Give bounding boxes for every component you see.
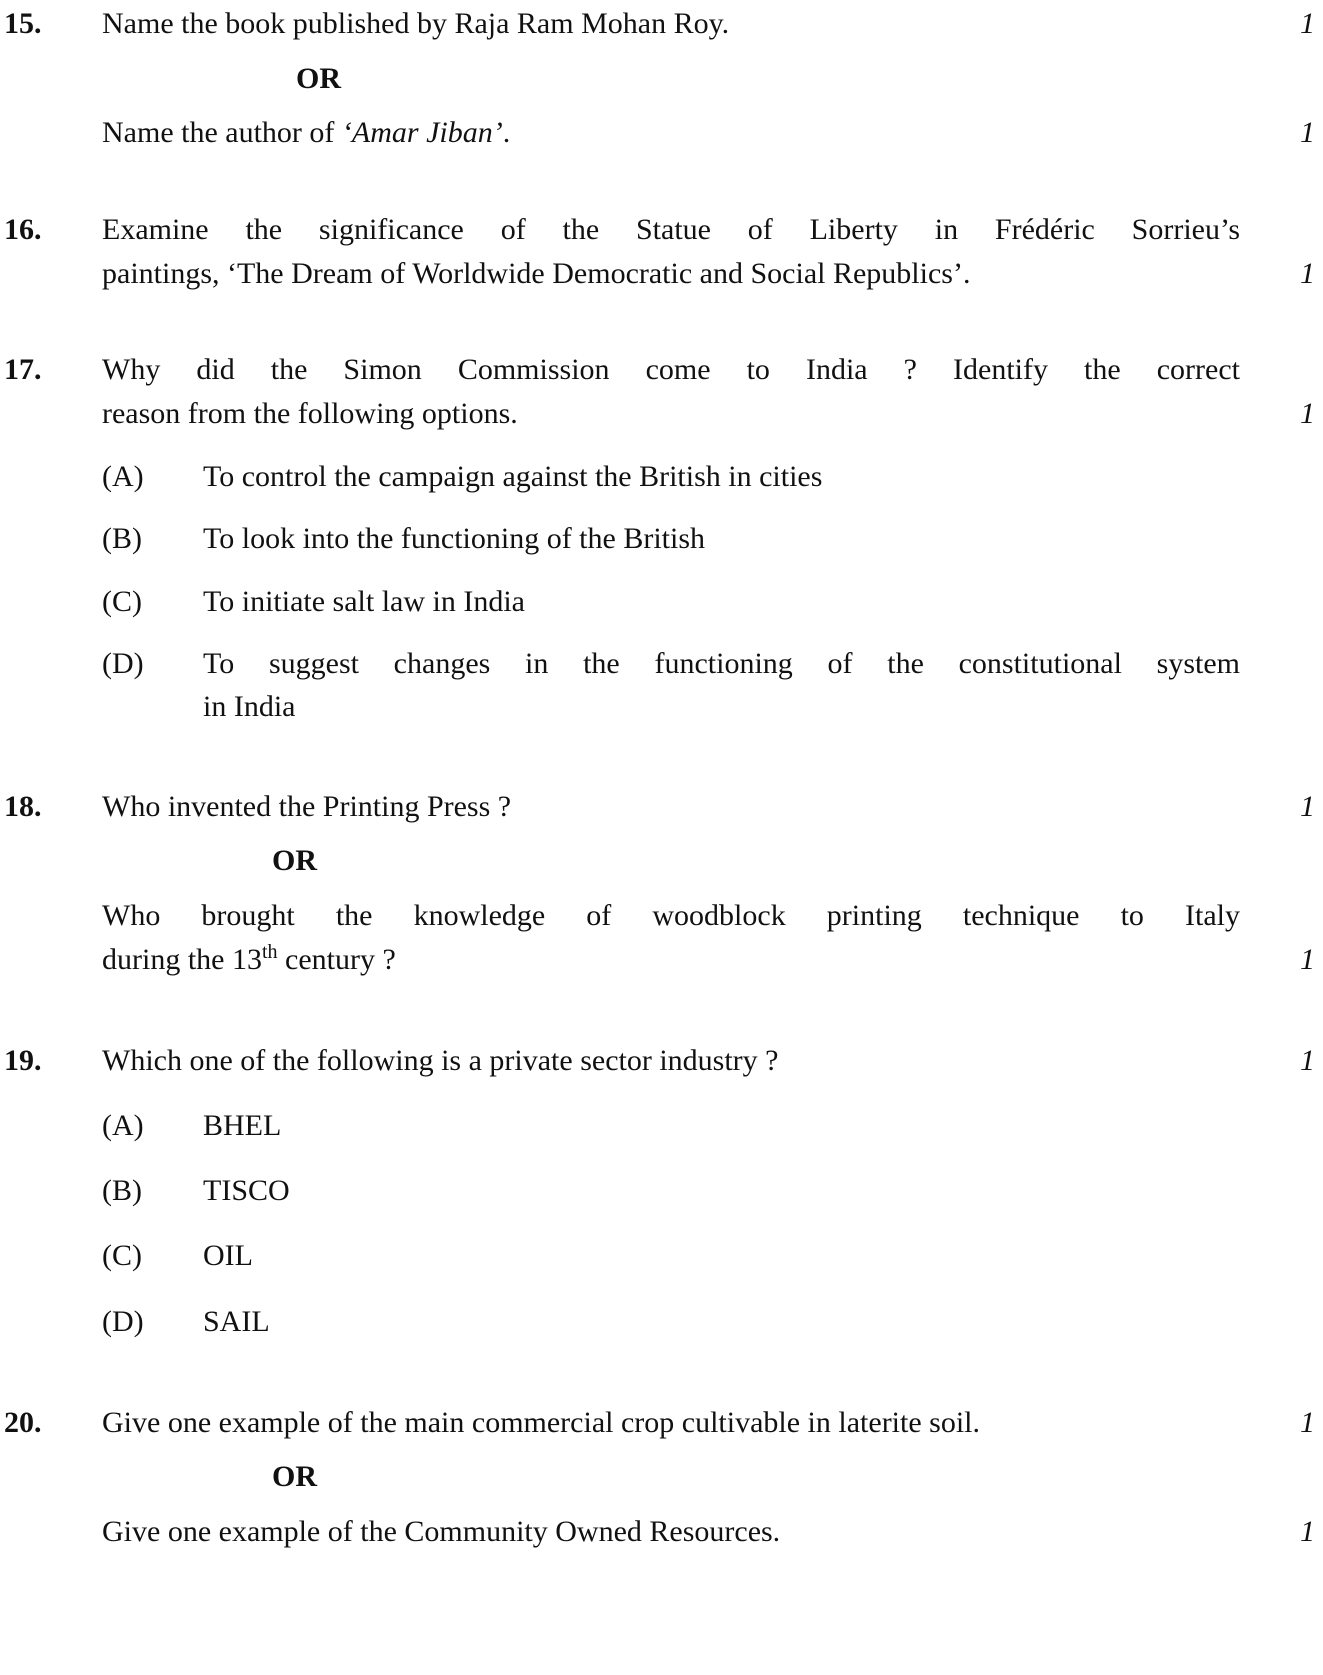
alternative-question-text: Give one example of the Community Owned Resources. [102,1515,781,1548]
alternative-marks: 1 [1300,116,1315,149]
option-text: BHEL [203,1109,282,1142]
alternative-marks: 1 [1300,1515,1315,1548]
option-text: OIL [203,1239,253,1272]
option-text: To control the campaign against the British in cities [203,460,823,493]
marks: 1 [1300,7,1315,40]
question-text-line-1: Why did the Simon Commission come to India ? Identify the correct [102,353,1240,386]
question-number: 19. [4,1044,42,1077]
question-number: 20. [4,1406,42,1439]
marks: 1 [1300,257,1315,290]
option-text-continued: in India [203,690,296,723]
question-text: Which one of the following is a private sector industry ? [102,1044,779,1077]
alternative-question-line-1: Who brought the knowledge of woodblock printing technique to Italy [102,899,1240,932]
marks: 1 [1300,397,1315,430]
question-text-line-2: paintings, ‘The Dream of Worldwide Democratic and Social Republics’. [102,257,971,290]
option-text: TISCO [203,1174,290,1207]
option-text: To initiate salt law in India [203,585,525,618]
question-number: 15. [4,7,42,40]
question-number: 16. [4,213,42,246]
option-text: To look into the functioning of the British [203,522,706,555]
alternative-question-text: Name the author of ‘Amar Jiban’. [102,116,511,149]
option-label: (C) [102,1239,142,1272]
option-label: (A) [102,460,144,493]
option-label: (D) [102,1305,144,1338]
option-text: To suggest changes in the functioning of the constitutional system [203,647,1240,680]
option-label: (B) [102,1174,142,1207]
alternative-question-line-2: during the 13th century ? [102,941,396,976]
option-text: SAIL [203,1305,270,1338]
or-separator: OR [296,62,341,95]
question-text: Who invented the Printing Press ? [102,790,512,823]
book-title: ‘Amar Jiban’ [341,116,503,149]
or-separator: OR [272,844,317,877]
question-text: Give one example of the main commercial crop cultivable in laterite soil. [102,1406,981,1439]
question-text: Name the book published by Raja Ram Mohan Roy. [102,7,730,40]
question-text-line-1: Examine the significance of the Statue of Liberty in Frédéric Sorrieu’s [102,213,1240,246]
marks: 1 [1300,1406,1315,1439]
option-label: (D) [102,647,144,680]
option-label: (C) [102,585,142,618]
option-label: (B) [102,522,142,555]
marks: 1 [1300,790,1315,823]
alternative-marks: 1 [1300,943,1315,976]
question-number: 17. [4,353,42,386]
ordinal-suffix: th [261,941,278,963]
or-separator: OR [272,1460,317,1493]
option-label: (A) [102,1109,144,1142]
question-text-line-2: reason from the following options. [102,397,518,430]
marks: 1 [1300,1044,1315,1077]
question-number: 18. [4,790,42,823]
